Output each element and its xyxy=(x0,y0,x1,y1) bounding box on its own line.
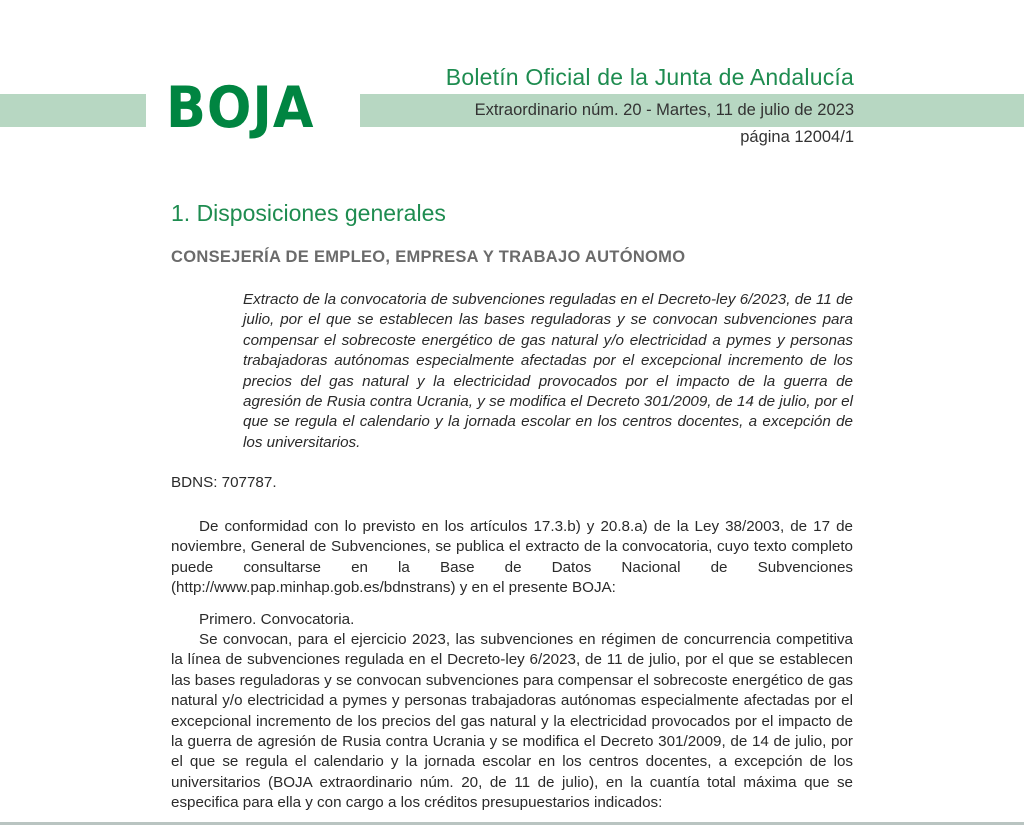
bdns-reference: BDNS: 707787. xyxy=(171,474,277,491)
header-band-left xyxy=(0,94,146,127)
body-paragraph-1: De conformidad con lo previsto en los artículos 17.3.b) y 20.8.a) de la Ley 38/2003, de 17 de noviembre, General de Subvenciones, se publica el extracto de la convocatoria, cuyo texto completo puede consultarse en la Base de Datos Nacional de Subvenciones (http://www.pap.minhap.gob.es/bdnstrans) y en el presente BOJA: xyxy=(171,518,853,597)
section-title: 1. Disposiciones generales xyxy=(171,200,446,226)
summary-abstract: Extracto de la convocatoria de subvenciones reguladas en el Decreto-ley 6/2023, de 11 de julio, por el que se establecen las bases reguladoras y se convocan subvenciones para compensar el sobrecoste energético de gas natural y/o electricidad a pymes y personas trabajadoras autónomas especialmente afectadas por el excepcional incremento de los precios del gas natural y la electricidad provocados por el impacto de la guerra de agresión de Rusia contra Ucrania, y se modifica el Decreto 301/2009, de 14 de julio, por el que se regula el calendario y la jornada escolar en los centros docentes, a excepción de los universitarios. xyxy=(243,291,853,451)
department-title: CONSEJERÍA DE EMPLEO, EMPRESA Y TRABAJO AUTÓNOMO xyxy=(171,248,686,266)
article-heading-primero: Primero. Convocatoria. xyxy=(199,611,355,628)
boja-logo: BOJA xyxy=(166,75,315,141)
issue-line: Extraordinario núm. 20 - Martes, 11 de julio de 2023 xyxy=(474,101,854,119)
page-number: página 12004/1 xyxy=(740,128,854,146)
body-paragraph-2: Se convocan, para el ejercicio 2023, las subvenciones en régimen de concurrencia competitiva la línea de subvenciones regulada en el Decreto-ley 6/2023, de 11 de julio, por el que se establecen las bases reguladoras y se convocan subvenciones para compensar el sobrecoste energético de gas natural y/o electricidad a pymes y personas trabajadoras autónomas especialmente afectadas por el excepcional incremento de los precios del gas natural y la electricidad provocados por el impacto de la guerra de agresión de Rusia contra Ucrania y se modifica el Decreto 301/2009, de 14 de julio, por el que se regula el calendario y la jornada escolar en los centros docentes, a excepción de los universitarios (BOJA extraordinario núm. 20, de 11 de julio), en la cuantía total máxima que se especifica para ella y con cargo a los créditos presupuestarios indicados: xyxy=(171,631,853,812)
bulletin-title: Boletín Oficial de la Junta de Andalucía xyxy=(445,64,854,90)
